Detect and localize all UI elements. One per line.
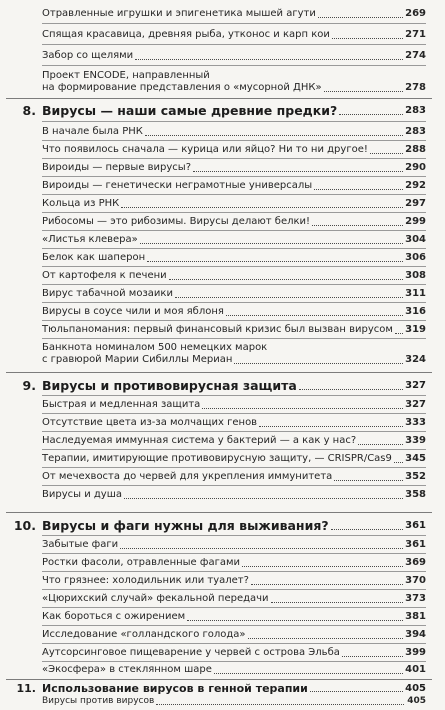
toc-entry[interactable] [42, 180, 426, 192]
toc-entry-title: Вирусы и душа [42, 489, 122, 500]
entry-rule [42, 212, 426, 213]
entry-rule [42, 176, 426, 177]
toc-entry[interactable] [42, 324, 426, 336]
leader-dots [248, 637, 404, 639]
toc-entry-title: Вироиды — генетически неграмотные универсалы [42, 180, 313, 191]
chapter-page: 327 [405, 380, 426, 391]
entry-rule [42, 140, 426, 141]
entry-rule [42, 571, 426, 572]
toc-entry-page: 370 [405, 575, 426, 586]
toc-entry[interactable] [42, 234, 426, 246]
entry-rule [42, 625, 426, 626]
toc-entry-title: Быстрая и медленная защита [42, 399, 201, 410]
toc-entry-title: «Цюрихский случай» фекальной передачи [42, 593, 269, 604]
toc-entry[interactable] [42, 8, 426, 20]
toc-entry[interactable] [42, 453, 426, 465]
leader-dots [342, 655, 403, 657]
toc-entry-title: Белок как шаперон [42, 252, 146, 263]
leader-dots [394, 461, 403, 463]
entry-rule [42, 302, 426, 303]
leader-dots [242, 565, 403, 567]
entry-rule [42, 44, 426, 45]
toc-entry-page: 333 [405, 417, 426, 428]
chapter-page: 283 [405, 105, 426, 116]
toc-entry-title: Ростки фасоли, отравленные фагами [42, 557, 240, 568]
toc-entry[interactable] [42, 435, 426, 447]
toc-entry[interactable] [42, 417, 426, 429]
leader-dots [334, 479, 403, 481]
toc-entry-title: Вироиды — первые вирусы? [42, 162, 192, 173]
toc-entry-page: 327 [405, 399, 426, 410]
leader-dots [193, 170, 403, 172]
toc-entry-title: Вирусы в соусе чили и моя яблоня [42, 306, 224, 317]
toc-entry-title-line1: Банкнота номиналом 500 немецких марок [42, 342, 268, 353]
entry-rule [42, 589, 426, 590]
toc-entry-title: Отсутствие цвета из-за молчащих генов [42, 417, 258, 428]
toc-entry-page: 324 [405, 354, 426, 365]
chapter-number: 11. [16, 682, 36, 695]
toc-entry-title: Вирус табачной мозаики [42, 288, 173, 299]
toc-entry[interactable] [42, 252, 426, 264]
entry-rule [42, 158, 426, 159]
entry-rule [42, 467, 426, 468]
toc-entry-page: 316 [405, 306, 426, 317]
leader-dots [175, 296, 403, 298]
toc-entry-page: 399 [405, 647, 426, 658]
toc-entry-page: 381 [405, 611, 426, 622]
toc-entry-title: Что появилось сначала — курица или яйцо? Ни то ни другое! [42, 144, 368, 155]
leader-dots [324, 90, 404, 92]
toc-entry-page: 405 [407, 696, 426, 706]
toc-entry[interactable] [42, 647, 426, 659]
chapter-divider [6, 372, 432, 373]
toc-entry-page: 373 [405, 593, 426, 604]
leader-dots [339, 113, 403, 115]
leader-dots [310, 690, 403, 692]
leader-dots [135, 58, 403, 60]
toc-entry-title: Забытые фаги [42, 539, 119, 550]
toc-entry[interactable] [42, 29, 426, 41]
leader-dots [169, 278, 403, 280]
leader-dots [370, 152, 403, 154]
entry-rule [42, 661, 426, 662]
chapter-title: Использование вирусов в генной терапии [42, 682, 308, 695]
chapter-title: Вирусы — наши самые древние предки? [42, 103, 338, 118]
leader-dots [214, 672, 403, 674]
entry-rule [42, 449, 426, 450]
toc-entry-title: Спящая красавица, древняя рыба, утконос и карп кои [42, 29, 330, 40]
toc-entry-page: 394 [405, 629, 426, 640]
leader-dots [124, 497, 403, 499]
toc-entry-title-line1: Проект ENCODE, направленный [42, 70, 210, 81]
toc-entry-title: Кольца из РНК [42, 198, 120, 209]
toc-entry[interactable] [42, 611, 426, 623]
toc-entry-title: Наследуемая иммунная система у бактерий — а как у нас? [42, 435, 357, 446]
entry-rule [42, 284, 426, 285]
toc-entry[interactable] [42, 399, 426, 411]
toc-entry[interactable] [42, 593, 426, 605]
leader-dots [271, 601, 404, 603]
toc-entry-page: 352 [405, 471, 426, 482]
entry-rule [42, 607, 426, 608]
leader-dots [251, 583, 403, 585]
leader-dots [331, 528, 404, 530]
toc-entry[interactable] [42, 629, 426, 641]
leader-dots [395, 332, 403, 334]
leader-dots [73, 707, 404, 708]
leader-dots [312, 224, 403, 226]
leader-dots [202, 407, 403, 409]
toc-entry-title: Исследование «голландского голода» [42, 629, 246, 640]
toc-entry[interactable] [42, 50, 426, 62]
toc-entry[interactable] [42, 575, 426, 587]
toc-entry[interactable] [42, 306, 426, 318]
toc-entry-page: 306 [405, 252, 426, 263]
toc-entry[interactable] [42, 288, 426, 300]
toc-entry[interactable] [42, 539, 426, 551]
toc-entry[interactable] [42, 162, 426, 174]
toc-entry-page: 369 [405, 557, 426, 568]
toc-entry-title: Что грязнее: холодильник или туалет? [42, 575, 249, 586]
toc-entry-title: От мечехвоста до червей для укрепления иммунитета [42, 471, 333, 482]
entry-rule [42, 248, 426, 249]
leader-dots [299, 388, 403, 390]
toc-entry-page: 358 [405, 489, 426, 500]
toc-entry[interactable] [42, 471, 426, 483]
chapter-heading-8[interactable] [6, 103, 426, 118]
toc-entry[interactable] [42, 216, 426, 228]
chapter-page: 361 [405, 520, 426, 531]
entry-rule [42, 553, 426, 554]
toc-entry-page: 299 [405, 216, 426, 227]
chapter-divider [6, 512, 432, 513]
chapter-divider [6, 679, 432, 680]
toc-entry-page: 311 [405, 288, 426, 299]
entry-rule [42, 194, 426, 195]
leader-dots [234, 362, 403, 364]
leader-dots [121, 206, 403, 208]
leader-dots [187, 619, 403, 621]
toc-entry-page: 278 [405, 82, 426, 93]
toc-entry-page: 401 [405, 664, 426, 675]
toc-entry-title-line1: Дверь с нарушенной герметичностью, липицианские [42, 706, 71, 707]
chapter-heading-11[interactable] [6, 682, 426, 695]
toc-entry-title: В начале была РНК [42, 126, 143, 137]
toc-entry-title: Отравленные игрушки и эпигенетика мышей агути [42, 8, 316, 19]
toc-entry-title: с гравюрой Марии Сибиллы Мериан [42, 354, 233, 365]
toc-entry-page: 339 [405, 435, 426, 446]
toc-entry-page: 361 [405, 539, 426, 550]
toc-entry-page: 269 [405, 8, 426, 19]
toc-entry-title: Терапии, имитирующие противовирусную защиту, — CRISPR/Cas9 [42, 453, 392, 464]
toc-entry-page: 345 [405, 453, 426, 464]
toc-entry-title: Аутсорсинговое пищеварение у червей с острова Эльба [42, 647, 340, 658]
leader-dots [145, 134, 403, 136]
toc-entry-title: на формирование представления о «мусорной ДНК» [42, 82, 322, 93]
toc-entry[interactable] [42, 557, 426, 569]
entry-rule [42, 23, 426, 24]
entry-rule [42, 121, 426, 122]
chapter-page: 405 [405, 683, 426, 694]
toc-entry-title: От картофеля к печени [42, 270, 167, 281]
chapter-number: 9. [22, 378, 36, 393]
toc-entry-page: 283 [405, 126, 426, 137]
entry-rule [42, 643, 426, 644]
chapter-title: Вирусы и противовирусная защита [42, 378, 297, 393]
toc-entry-page: 297 [405, 198, 426, 209]
entry-rule [42, 320, 426, 321]
entry-rule [42, 65, 426, 66]
toc-entry-title: Забор со щелями [42, 50, 134, 61]
toc-entry-page: 290 [405, 162, 426, 173]
leader-dots [358, 443, 403, 445]
toc-entry[interactable] [42, 144, 426, 156]
toc-entry-page: 319 [405, 324, 426, 335]
leader-dots [156, 703, 404, 705]
entry-rule [42, 413, 426, 414]
leader-dots [140, 242, 403, 244]
leader-dots [259, 425, 403, 427]
toc-entry-title: Тюльпаномания: первый финансовый кризис был вызван вирусом [42, 324, 393, 335]
toc-entry[interactable] [42, 664, 426, 676]
entry-rule [42, 338, 426, 339]
leader-dots [332, 37, 403, 39]
toc-entry[interactable] [42, 706, 426, 708]
leader-dots [147, 260, 403, 262]
chapter-number: 10. [13, 518, 36, 533]
toc-entry-page: 288 [405, 144, 426, 155]
toc-entry[interactable] [42, 489, 426, 501]
toc-entry-page: 304 [405, 234, 426, 245]
toc-entry-title: Рибосомы — это рибозимы. Вирусы делают белки! [42, 216, 311, 227]
toc-entry[interactable] [42, 70, 426, 94]
leader-dots [120, 547, 403, 549]
entry-rule [42, 535, 426, 536]
toc-entry-page: 271 [405, 29, 426, 40]
entry-rule [42, 266, 426, 267]
toc-entry-page: 292 [405, 180, 426, 191]
toc-entry-title: Вирусы против вирусов [42, 696, 155, 706]
leader-dots [314, 188, 403, 190]
toc-entry[interactable] [42, 342, 426, 366]
leader-dots [226, 314, 403, 316]
leader-dots [318, 16, 403, 18]
entry-rule [42, 395, 426, 396]
chapter-heading-10[interactable] [6, 518, 426, 533]
chapter-heading-9[interactable] [6, 378, 426, 393]
chapter-divider [6, 98, 432, 99]
chapter-title: Вирусы и фаги нужны для выживания? [42, 518, 329, 533]
chapter-number: 8. [22, 103, 36, 118]
entry-rule [42, 230, 426, 231]
toc-entry-title: «Листья клевера» [42, 234, 138, 245]
toc-entry[interactable] [42, 198, 426, 210]
toc-entry-page: 308 [405, 270, 426, 281]
entry-rule [42, 431, 426, 432]
toc-entry-title: «Экосфера» в стеклянном шаре [42, 664, 212, 675]
entry-rule [42, 485, 426, 486]
toc-entry-title: Как бороться с ожирением [42, 611, 186, 622]
toc-entry-page: 274 [405, 50, 426, 61]
toc-entry[interactable] [42, 126, 426, 138]
toc-entry[interactable] [42, 270, 426, 282]
